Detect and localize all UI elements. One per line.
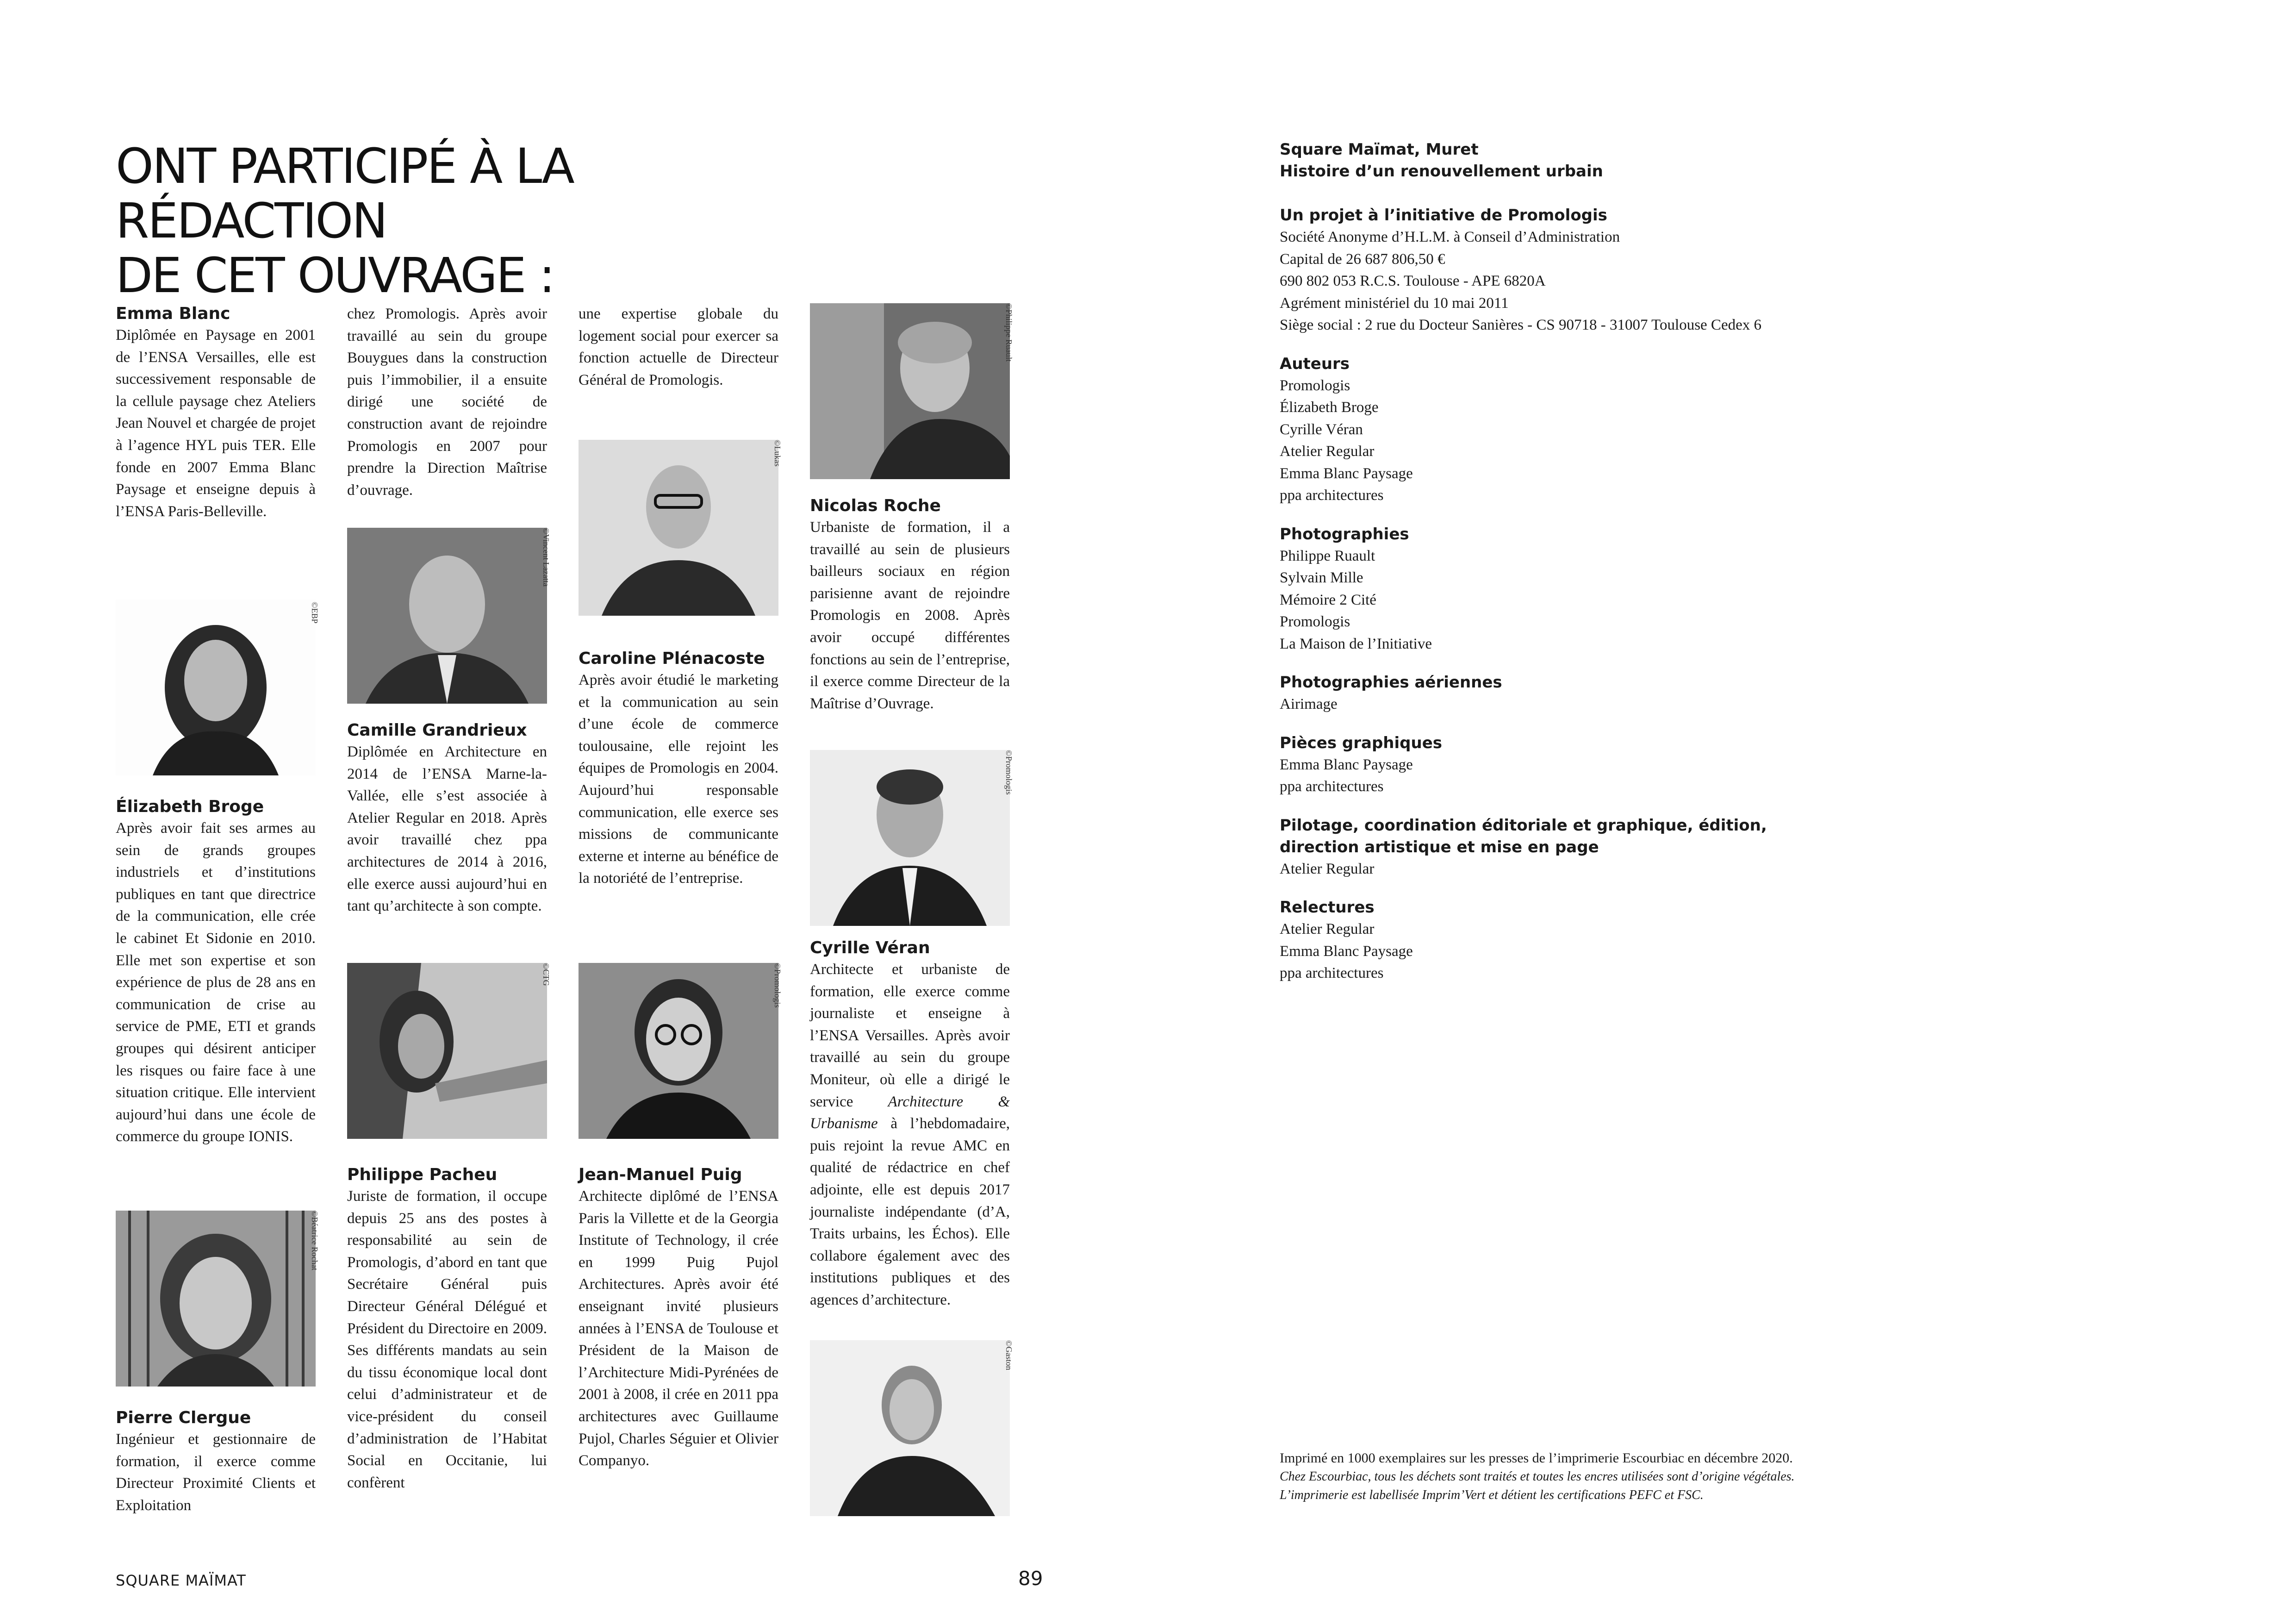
section-line: Élizabeth Broge (1280, 399, 1379, 416)
bio-text-part: Architecte et urbaniste de formation, elle exerce comme journaliste et enseigne à l’ENSA Versailles. Après avoir travaillé au sein du groupe Moniteur, où elle a dirigé le service (810, 961, 1010, 1110)
bio-elizabeth (116, 796, 316, 1148)
bio-caroline (579, 648, 778, 890)
imprint-line: L’imprimerie est labellisée Imprim’Vert et détient les certifications PEFC et FSC. (1280, 1488, 1704, 1502)
section-line: Airimage (1280, 696, 1338, 712)
bio-text: Après avoir fait ses armes au sein de grands groupes industriels et d’institutions publiques en tant que directrice de la communication, elle crée le cabinet Et Sidonie en 2010. Elle met son expertise et son expérience de plus de 28 ans en communication de crise au service de PME, ETI et grands groupes qui désirent anticiper les risques ou faire face à une situation critique. Elle intervient aujourd’hui dans une école de commerce du groupe IONIS. (116, 820, 316, 1145)
section-line: Atelier Regular (1280, 860, 1375, 877)
section-title: Relectures (1280, 898, 1375, 917)
section-line: Atelier Regular (1280, 921, 1375, 937)
section-line: Promologis (1280, 613, 1350, 630)
colophon-pilotage (1280, 815, 2113, 881)
section-title: Photographies aériennes (1280, 673, 1502, 692)
book-subtitle: Histoire d’un renouvellement urbain (1280, 162, 1603, 181)
bio-emma (116, 303, 316, 523)
photo-credit-pierre: ©Vincent Lazatta (541, 528, 551, 587)
bio-name: Jean-Manuel Puig (579, 1165, 742, 1184)
bio-text: Diplômée en Paysage en 2001 de l’ENSA Versailles, elle est successivement responsable de la cellule paysage chez Ateliers Jean Nouvel et chargée de projet à l’agence HYL puis TER. Elle fonde en 2007 Emma Blanc Paysage et enseigne depuis à l’ENSA Paris-Belleville. (116, 327, 316, 520)
section-line: Sylvain Mille (1280, 569, 1363, 586)
section-line: Emma Blanc Paysage (1280, 756, 1413, 773)
section-line: Société Anonyme d’H.L.M. à Conseil d’Administration (1280, 229, 1620, 245)
section-line: La Maison de l’Initiative (1280, 635, 1432, 652)
photo-credit-jeanmanuel: ©Philippe Ruault (1004, 303, 1014, 362)
page-title-line-1: ONT PARTICIPÉ À LA RÉDACTION (116, 138, 573, 249)
bio-name: Emma Blanc (116, 304, 230, 323)
bio-text-part: à l’hebdomadaire, puis rejoint la revue AMC en qualité de rédactrice en chef adjointe, elle est depuis 2017 journaliste indépendante (d’A, Traits urbains, les Échos). Elle collabore également avec des institutions publiques et des agences d’architecture. (810, 1115, 1010, 1308)
bio-text: Urbaniste de formation, il a travaillé au sein de plusieurs bailleurs sociaux en région parisienne avant de rejoindre Promologis en 2008. Après avoir occupé différentes fonctions au sein de l’entreprise, il exerce comme Directeur de la Maîtrise d’Ouvrage. (810, 519, 1010, 712)
bio-camille (347, 720, 547, 918)
portrait-cyrille-photo (810, 1340, 1010, 1516)
bio-name: Cyrille Véran (810, 938, 930, 957)
colophon-book-title (1280, 139, 2113, 182)
section-line: Agrément ministériel du 10 mai 2011 (1280, 294, 1509, 312)
section-line: Siège social : 2 rue du Docteur Sanières - CS 90718 - 31007 Toulouse Cedex 6 (1280, 317, 1761, 333)
imprint-line: Imprimé en 1000 exemplaires sur les presses de l’imprimerie Escourbiac en décembre 2020. (1280, 1450, 1793, 1466)
imprint-line: Chez Escourbiac, tous les déchets sont traités et toutes les encres utilisées sont d’origine végétales. (1280, 1469, 1795, 1484)
section-title: Pilotage, coordination éditoriale et graphique, édition, (1280, 816, 1767, 835)
bio-name: Nicolas Roche (810, 496, 941, 515)
bio-name: Camille Grandrieux (347, 721, 527, 740)
section-line: Capital de 26 687 806,50 € (1280, 250, 1445, 268)
bio-nicolas (810, 495, 1010, 715)
page-title-line-2: DE CET OUVRAGE : (116, 247, 554, 304)
section-line: Cyrille Véran (1280, 421, 1363, 438)
colophon (1280, 139, 2113, 1001)
photo-credit-philippe: ©Lukas (773, 440, 782, 467)
section-title: Auteurs (1280, 354, 1350, 373)
bio-pierre-continued (347, 303, 547, 501)
portrait-elizabeth-photo (116, 1211, 316, 1387)
photo-credit-nicolas: ©Promologis (1004, 750, 1014, 795)
portrait-nicolas-photo (810, 750, 1010, 926)
bio-philippe-continued (579, 303, 778, 391)
bio-name: Philippe Pacheu (347, 1165, 498, 1184)
photo-credit-emma: ©EBP (310, 602, 319, 624)
photo-credit-elizabeth: ©Béatrice Rochat (310, 1211, 319, 1271)
colophon-pieces (1280, 732, 2113, 798)
colophon-photographies (1280, 524, 2113, 656)
page-number: 89 (1018, 1567, 1043, 1590)
bio-text: Diplômée en Architecture en 2014 de l’ENSA Marne-la-Vallée, elle s’est associée à Atelier Regular en 2018. Après avoir travaillé chez ppa architectures de 2014 à 2016, elle exerce aussi aujourd’hui en tant qu’architecte à son compte. (347, 743, 547, 915)
section-line: 690 802 053 R.C.S. Toulouse - APE 6820A (1280, 273, 1546, 289)
bio-jeanmanuel (579, 1164, 778, 1472)
section-line: Philippe Ruault (1280, 547, 1375, 564)
section-title: direction artistique et mise en page (1280, 837, 1599, 856)
portrait-jeanmanuel-photo (810, 303, 1010, 479)
section-title: Un projet à l’initiative de Promologis (1280, 206, 1607, 225)
bio-text (810, 959, 1010, 1312)
section-line: Promologis (1280, 377, 1350, 394)
bio-text: chez Promologis. Après avoir travaillé au sein du groupe Bouygues dans la construction puis l’immobilier, il a ensuite dirigé une société de construction avant de rejoindre Promologis en 2007 pour prendre la Direction Maîtrise d’ouvrage. (347, 306, 547, 499)
imprint-notice (1280, 1449, 2020, 1505)
bio-text: Ingénieur et gestionnaire de formation, il exerce comme Directeur Proximité Clients et Exploitation (116, 1431, 316, 1514)
photo-credit-camille: ©CTG (541, 963, 551, 986)
bio-text: une expertise globale du logement social pour exercer sa fonction actuelle de Directeur Général de Promologis. (579, 306, 778, 388)
colophon-auteurs (1280, 353, 2113, 507)
bio-philippe (347, 1164, 547, 1494)
page-title (116, 139, 856, 303)
section-title: Pièces graphiques (1280, 733, 1443, 752)
section-line: Mémoire 2 Cité (1280, 591, 1376, 608)
photo-credit-cyrille: ©Gaston (1004, 1340, 1014, 1370)
portrait-philippe-photo (579, 440, 778, 616)
section-title: Photographies (1280, 525, 1409, 543)
photo-credit-caroline: ©Promologis (773, 963, 782, 1008)
portrait-caroline-photo (579, 963, 778, 1139)
section-line: Emma Blanc Paysage (1280, 465, 1413, 482)
section-line: Atelier Regular (1280, 443, 1375, 460)
bio-pierre (116, 1407, 316, 1517)
bio-text: Architecte diplômé de l’ENSA Paris la Villette et de la Georgia Institute of Technology, il crée en 1999 Puig Pujol Architectures. Après avoir été enseignant invité plusieurs années à l’ENSA de Toulouse et Président de la Maison de l’Architecture Midi-Pyrénées de 2001 à 2008, il crée en 2011 ppa architectures avec Guillaume Pujol, Charles Séguier et Olivier Companyo. (579, 1188, 778, 1469)
bio-cyrille (810, 937, 1010, 1312)
bio-text: Après avoir étudié le marketing et la communication au sein d’une école de commerce toulousaine, elle rejoint les équipes de Promologis en 2004. Aujourd’hui responsable communication, elle exerce ses missions de communicante externe et interne au bénéfice de la notoriété de l’entreprise. (579, 672, 778, 887)
section-line: Emma Blanc Paysage (1280, 943, 1413, 960)
bio-text: Juriste de formation, il occupe depuis 25 ans des postes à responsabilité au sein de Promologis, d’abord en tant que Secrétaire Général puis Directeur Général Délégué et Président du Directoire en 2009. Ses différents mandats au sein du tissu économique local dont celui d’administrateur et de vice-président du conseil d’administration de l’Habitat Social en Occitanie, lui confèrent (347, 1188, 547, 1491)
section-line: ppa architectures (1280, 487, 1384, 504)
bio-text-italic: Architecture & Urbanisme (810, 1093, 1010, 1132)
colophon-relectures (1280, 897, 2113, 985)
bio-name: Pierre Clergue (116, 1408, 251, 1427)
portrait-camille-photo (347, 963, 547, 1139)
section-line: ppa architectures (1280, 965, 1384, 981)
colophon-initiative (1280, 205, 2113, 337)
bio-name: Caroline Plénacoste (579, 649, 765, 668)
portrait-emma-photo (116, 600, 316, 775)
colophon-aeriennes (1280, 672, 2113, 716)
bio-name: Élizabeth Broge (116, 797, 264, 816)
book-title: Square Maïmat, Muret (1280, 140, 1479, 159)
portrait-pierre-photo (347, 528, 547, 704)
running-footer: SQUARE MAÏMAT (116, 1572, 246, 1589)
section-line: ppa architectures (1280, 778, 1384, 795)
